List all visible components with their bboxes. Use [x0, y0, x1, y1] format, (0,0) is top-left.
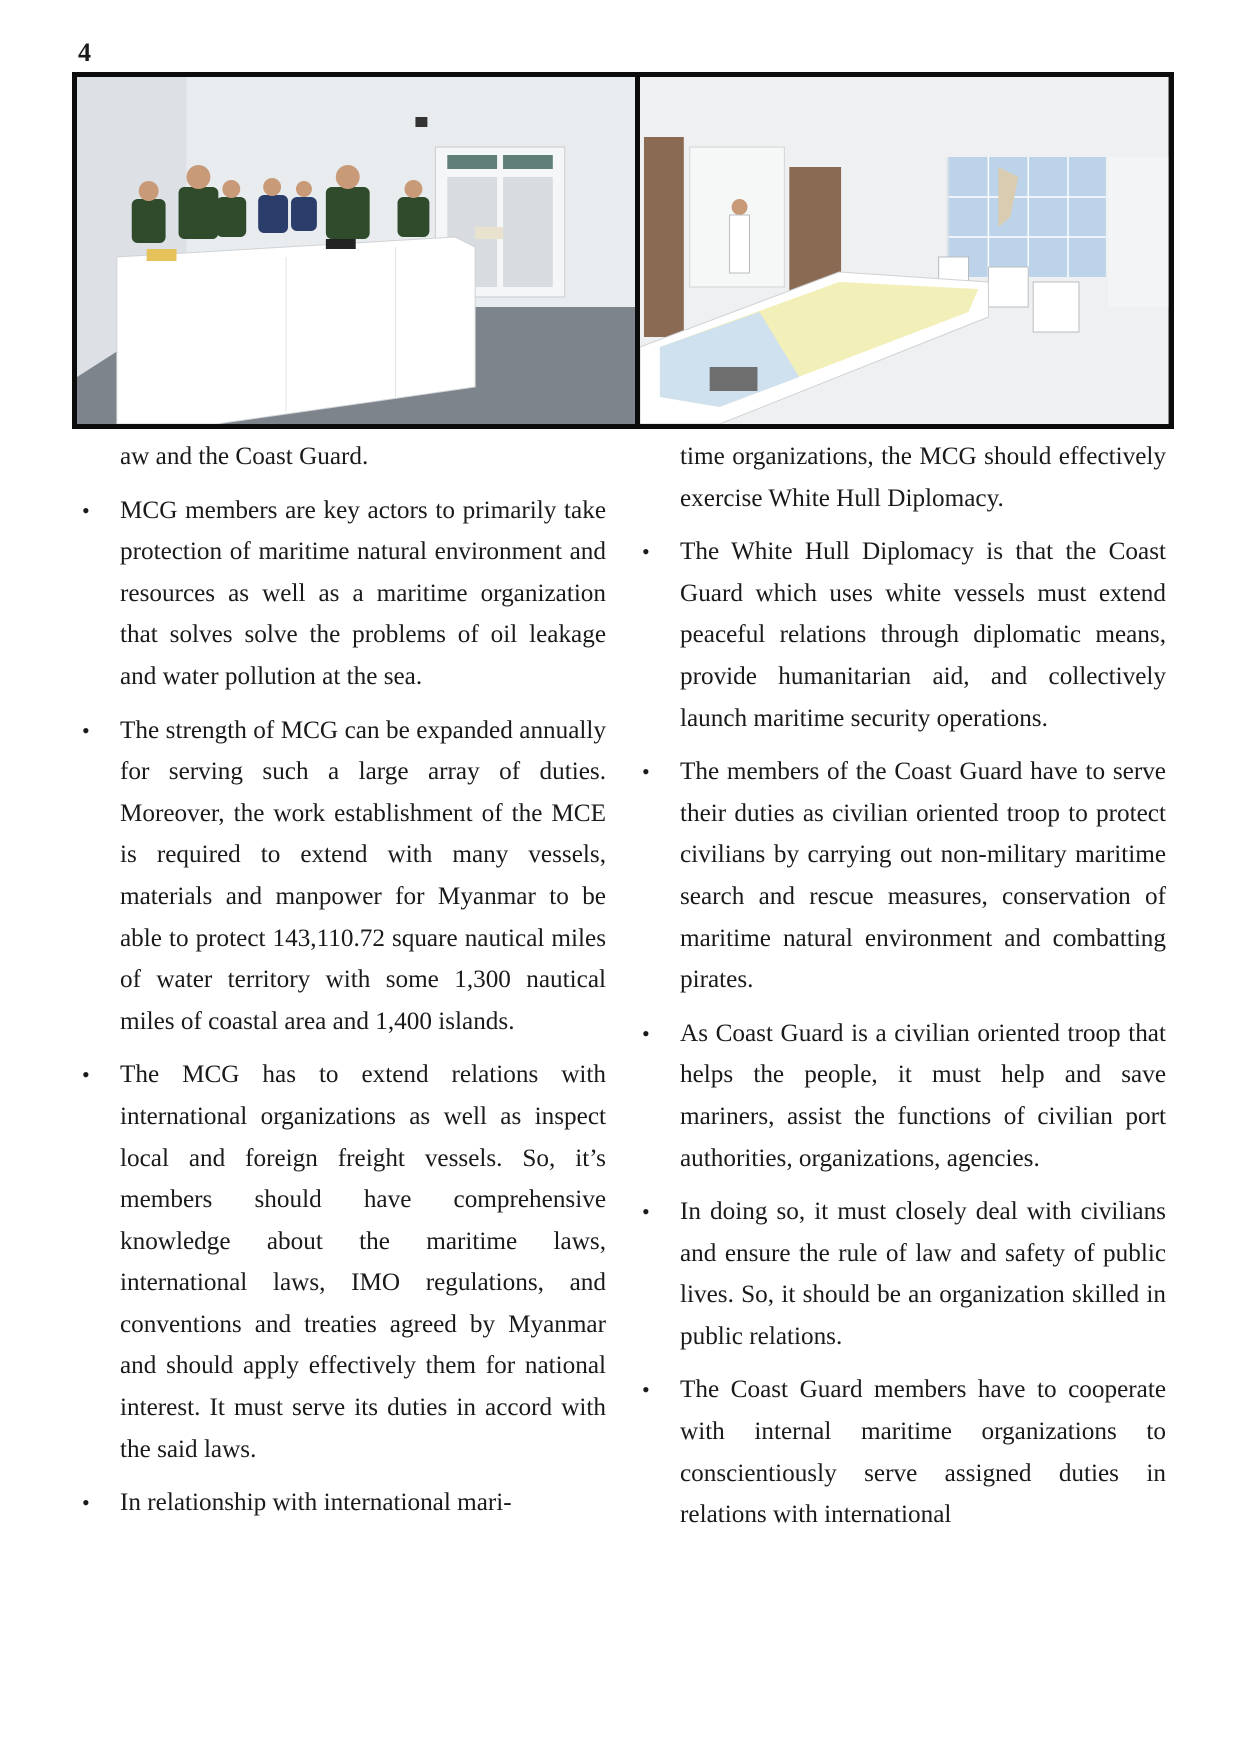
list-item: • MCG members are key actors to primarily take protection of maritime natural environment and resources as well as a maritime organization that solves solve the problems of oil leakage and water pollution at the sea.	[80, 490, 606, 698]
list-item: • The strength of MCG can be expanded annually for serving such a large array of duties. Moreover, the work establishment of the MCE is required to extend with many vessels, materials and manpower for Myanmar to be able to protect 143,110.72 square nautical miles of water territory with some 1,300 nautical miles of coastal area and 1,400 islands.	[80, 710, 606, 1043]
list-item: • The members of the Coast Guard have to serve their duties as civilian oriented troop to protect civilians by carrying out non-military maritime search and rescue measures, conservation of maritime natural environment and combatting pirates.	[640, 751, 1166, 1001]
list-item: • The White Hull Diplomacy is that the Coast Guard which uses white vessels must extend peaceful relations through diplomatic means, provide humanitarian aid, and collectively launch maritime security operations.	[640, 531, 1166, 739]
list-item: • In doing so, it must closely deal with civilians and ensure the rule of law and safety of public lives. So, it should be an organization skilled in public relations.	[640, 1191, 1166, 1357]
photo-strip	[72, 72, 1174, 429]
operations-center-photo-icon	[640, 77, 1169, 424]
list-item: • In relationship with international mari-	[80, 1482, 606, 1524]
list-item: • As Coast Guard is a civilian oriented troop that helps the people, it must help and save mariners, assist the functions of civilian port authorities, organizations, agencies.	[640, 1013, 1166, 1179]
bullet-list	[80, 490, 606, 1524]
right-column	[640, 436, 1166, 1536]
continuation-text: time organizations, the MCG should effectively exercise White Hull Diplomacy.	[680, 443, 1166, 512]
meeting-room-photo-icon	[77, 77, 635, 424]
bullet-list	[640, 531, 1166, 1536]
page-number: 4	[78, 38, 91, 67]
left-column	[80, 436, 606, 1524]
list-item: • The MCG has to extend relations with international organizations as well as inspect local and foreign freight vessels. So, it’s members should have comprehensive knowledge about the maritime laws, international laws, IMO regulations, and conventions and treaties agreed by Myanmar and should apply effectively them for national interest. It must serve its duties in accord with the said laws.	[80, 1054, 606, 1470]
list-item: • The Coast Guard members have to cooperate with internal maritime organizations to conscientiously serve assigned duties in relations with international	[640, 1369, 1166, 1535]
continuation-text: aw and the Coast Guard.	[120, 443, 369, 470]
